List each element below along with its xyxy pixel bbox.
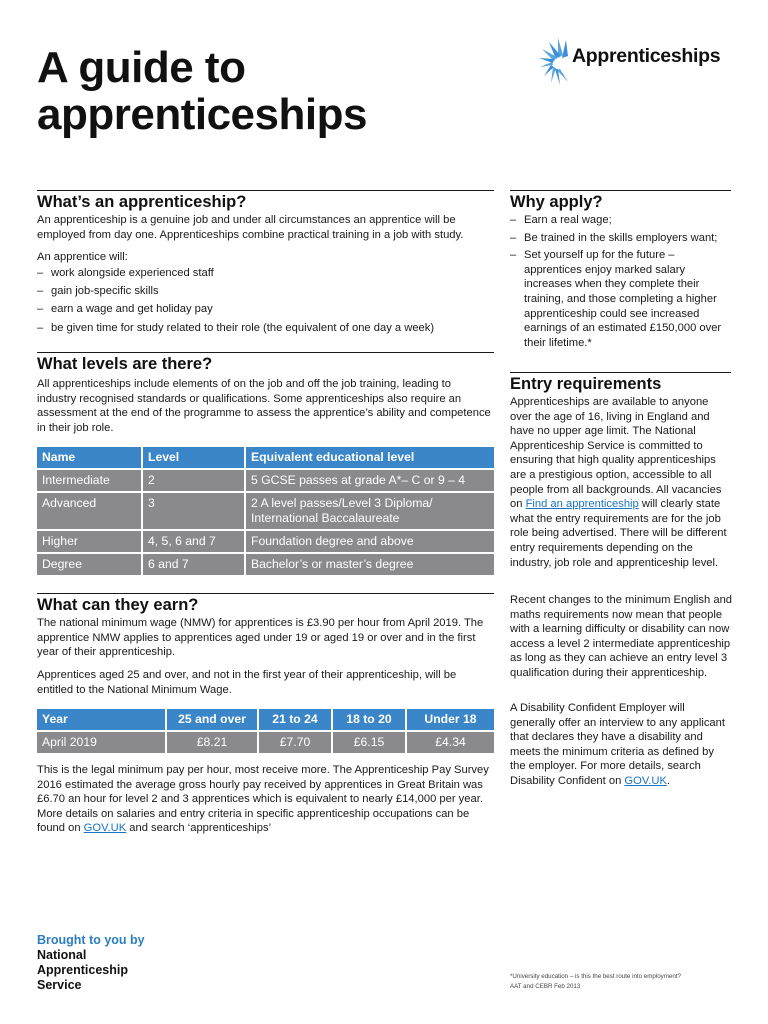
table-header-row [37, 447, 494, 468]
section-divider [510, 190, 731, 191]
cell-equivalent: Foundation degree and above [246, 531, 494, 552]
list-item: – Set yourself up for the future – apprentices enjoy marked salary increases when they complete their training, and those completing a higher apprenticeship could see increased earnings of an estimated £150,000 over their lifetime.* [510, 248, 734, 350]
list-item: – Be trained in the skills employers want; [510, 231, 734, 246]
entry-heading: Entry requirements [510, 375, 662, 393]
brought-to-you-by-label: Brought to you by [37, 933, 145, 947]
entry-paragraph-2: Recent changes to the minimum English and maths requirements now mean that people with a learning difficulty or disability can now access a level 2 intermediate apprenticeship as long as they can achieve an entry level 3 qualification during their apprenticeship. [510, 594, 733, 679]
brought-to-you-by [37, 933, 145, 993]
entry-paragraph-3 [510, 701, 732, 789]
list-item: – Earn a real wage; [510, 213, 734, 228]
gov-uk-link[interactable]: GOV.UK [83, 822, 127, 835]
whats-intro: An apprenticeship is a genuine job and under all circumstances an apprentice will be employed from day one. Apprenticeships combine practical training in a job with study. [37, 214, 464, 241]
col-header-21-to-24: 21 to 24 [259, 709, 331, 730]
cell-level: 2 [143, 470, 244, 491]
list-item: – gain job-specific skills [37, 284, 497, 299]
cell-equivalent: 2 A level passes/Level 3 Diploma/ International Baccalaureate [246, 493, 494, 529]
footnote-line: AAT and CEBR Feb 2013 [510, 982, 581, 990]
table-row [37, 470, 494, 491]
entry-paragraph-3-end: . [666, 774, 671, 787]
why-list [510, 213, 734, 350]
whats-list [37, 266, 497, 335]
cell-wage: £8.21 [167, 732, 257, 753]
table-row [37, 732, 494, 753]
footnote-line: *University education – is this the best route into employment? [510, 973, 681, 980]
nas-name-line: Apprenticeship [37, 963, 128, 977]
logo-text: Apprenticeships [572, 45, 721, 67]
gov-uk-link[interactable]: GOV.UK [624, 774, 667, 787]
cell-name: Higher [37, 531, 141, 552]
earn-paragraph-2: Apprentices aged 25 and over, and not in the first year of their apprenticeship, will be entitled to the National Minimum Wage. [37, 669, 457, 696]
list-item: – earn a wage and get holiday pay [37, 302, 497, 317]
title-line-2: apprenticeships [37, 90, 367, 139]
earn-heading: What can they earn? [37, 596, 199, 614]
cell-wage: £4.34 [407, 732, 494, 753]
section-divider [37, 352, 494, 353]
whats-heading: What’s an apprenticeship? [37, 193, 247, 211]
col-header-18-to-20: 18 to 20 [333, 709, 405, 730]
cell-wage: £7.70 [259, 732, 331, 753]
entry-paragraph-1 [510, 395, 732, 570]
table-row [37, 554, 494, 575]
section-divider [510, 372, 731, 373]
cell-name: Degree [37, 554, 141, 575]
levels-heading: What levels are there? [37, 355, 213, 373]
levels-table [35, 445, 496, 577]
page-title [37, 44, 367, 138]
section-divider [37, 190, 494, 191]
title-line-1: A guide to [37, 43, 246, 92]
levels-intro: All apprenticeships include elements of on the job and off the job training, leading to industry recognised standards or qualifications. Some apprenticeships also require an assessment at the end of the programme to assess the apprentice’s ability and competence in their job role. [37, 378, 491, 434]
cell-name: Intermediate [37, 470, 141, 491]
cell-level: 6 and 7 [143, 554, 244, 575]
table-row [37, 493, 494, 529]
earn-paragraph-1: The national minimum wage (NMW) for apprentices is £3.90 per hour from April 2019. The apprentice NMW applies to apprentices aged under 19 or aged 19 or over and in the first year of their apprenticeship. [37, 617, 484, 659]
cell-name: Advanced [37, 493, 141, 529]
nas-name-line: Service [37, 978, 82, 992]
nas-name-line: National [37, 948, 87, 962]
table-row [37, 531, 494, 552]
col-header-equivalent: Equivalent educational level [246, 447, 494, 468]
entry-paragraph-1-text: Apprenticeships are available to anyone over the age of 16, living in England and have no upper age limit. The National Apprenticeship Service is committed to ensuring that high quality apprenticeships are a prestigious option, accessible to all people from all backgrounds. All vacancies on [510, 396, 722, 511]
apprenticeships-logo [538, 36, 738, 88]
col-header-25-and-over: 25 and over [167, 709, 257, 730]
cell-year: April 2019 [37, 732, 165, 753]
earn-paragraph-3 [37, 763, 495, 836]
find-an-apprenticeship-link[interactable]: Find an apprenticeship [525, 498, 639, 511]
list-item: – be given time for study related to their role (the equivalent of one day a week) [37, 321, 497, 336]
col-header-level: Level [143, 447, 244, 468]
footnote [510, 972, 730, 991]
cell-equivalent: 5 GCSE passes at grade A*– C or 9 – 4 [246, 470, 494, 491]
earn-paragraph-3-end: and search ‘apprenticeships’ [129, 822, 272, 835]
cell-equivalent: Bachelor’s or master’s degree [246, 554, 494, 575]
earn-paragraph-3-text: This is the legal minimum pay per hour, most receive more. The Apprenticeship Pay Survey 2016 estimated the average gross hourly pay received by apprentices in Great Britain was £6.70 an hour for level 2 and 3 apprentices which is equivalent to nearly £14,000 per year. More details on salaries and entry criteria in specific apprenticeship occupations can be found on [37, 764, 489, 835]
col-header-under-18: Under 18 [407, 709, 494, 730]
cell-level: 4, 5, 6 and 7 [143, 531, 244, 552]
col-header-name: Name [37, 447, 141, 468]
why-heading: Why apply? [510, 193, 603, 211]
list-item: – work alongside experienced staff [37, 266, 497, 281]
whats-lead: An apprentice will: [37, 251, 128, 263]
cell-level: 3 [143, 493, 244, 529]
section-divider [37, 593, 494, 594]
table-header-row [37, 709, 494, 730]
cell-wage: £6.15 [333, 732, 405, 753]
entry-paragraph-1-end: will clearly state what the entry requirements are for the job role being advertised. There will be different entry requirements depending on the industry, job role and apprenticeship level. [510, 498, 727, 569]
wage-table [35, 707, 496, 755]
entry-paragraph-3-text: A Disability Confident Employer will generally offer an interview to any applicant that declares they have a disability and meets the minimum criteria as defined by the employer. For more details, search Disability Confident on [510, 702, 725, 787]
col-header-year: Year [37, 709, 165, 730]
